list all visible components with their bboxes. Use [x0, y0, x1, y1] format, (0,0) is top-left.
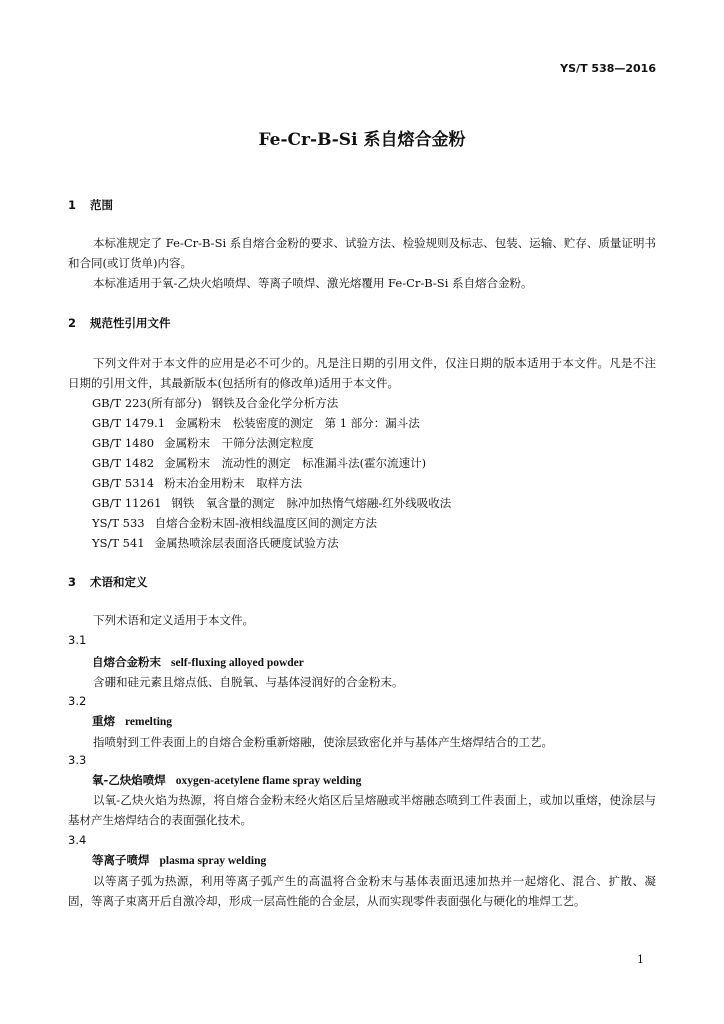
term-number: 3.3 [68, 753, 87, 767]
term-chinese: 氧-乙炔焰喷焊 [92, 773, 166, 787]
reference-title: 粉末冶金用粉末 取样方法 [164, 476, 303, 490]
reference-item [92, 415, 430, 431]
section-number: 2 [68, 316, 77, 330]
reference-code: YS/T 533 [92, 516, 145, 530]
reference-code: GB/T 5314 [92, 476, 155, 490]
reference-item [92, 535, 349, 551]
term-english: oxygen-acetylene flame spray welding [175, 775, 362, 787]
reference-code: GB/T 1482 [92, 456, 155, 470]
term-english: self-fluxing alloyed powder [171, 657, 304, 669]
terms-intro-paragraph: 下列术语和定义适用于本文件。 [93, 613, 254, 627]
section-title: 术语和定义 [90, 575, 148, 589]
reference-title: 钢铁及合金化学分析方法 [211, 396, 339, 410]
reference-item [92, 395, 348, 411]
term-number: 3.1 [68, 633, 87, 647]
reference-code: GB/T 223(所有部分) [92, 396, 202, 410]
reference-item [92, 435, 324, 451]
reference-title: 钢铁 氧含量的测定 脉冲加热惰气熔融-红外线吸收法 [171, 496, 452, 510]
document-title: Fe-Cr-B-Si 系自熔合金粉 [258, 130, 466, 150]
term-number: 3.2 [68, 694, 87, 708]
reference-item [92, 515, 387, 531]
scope-paragraph-2: 本标准适用于氧-乙炔火焰喷焊、等离子喷焊、激光熔覆用 Fe-Cr-B-Si 系自熔合金粉。 [93, 276, 533, 290]
term-definition: 指喷射到工件表面上的自熔合金粉重新熔融，使涂层致密化并与基体产生熔焊结合的工艺。 [93, 735, 553, 749]
reference-title: 自熔合金粉末固-液相线温度区间的测定方法 [154, 516, 378, 530]
section-number: 3 [68, 575, 77, 589]
section-heading-terms-and-definitions [68, 574, 148, 590]
reference-item [92, 455, 436, 471]
section-number: 1 [68, 198, 77, 212]
reference-title: 金属热喷涂层表面洛氏硬度试验方法 [154, 536, 339, 550]
term-heading [92, 852, 266, 868]
references-intro-paragraph: 下列文件对于本文件的应用是必不可少的。凡是注日期的引用文件，仅注日期的版本适用于本文件。凡是不注日期的引用文件，其最新版本(包括所有的修改单)适用于本文件。 [68, 356, 656, 390]
term-english: plasma spray welding [159, 855, 267, 867]
reference-code: YS/T 541 [92, 536, 145, 550]
reference-item [92, 495, 461, 511]
term-definition: 含硼和硅元素且熔点低、自脱氧、与基体浸润好的合金粉末。 [93, 675, 404, 689]
scope-paragraph-1: 本标准规定了 Fe-Cr-B-Si 系自熔合金粉的要求、试验方法、检验规则及标志、包装、运输、贮存、质量证明书和合同(或订货单)内容。 [68, 236, 656, 270]
standard-code: YS/T 538—2016 [560, 62, 656, 75]
reference-code: GB/T 1480 [92, 436, 155, 450]
term-number: 3.4 [68, 833, 87, 847]
term-english: remelting [125, 716, 173, 728]
term-heading [92, 772, 361, 788]
reference-code: GB/T 11261 [92, 496, 162, 510]
reference-item [92, 475, 312, 491]
reference-title: 金属粉末 松装密度的测定 第 1 部分：漏斗法 [175, 416, 420, 430]
reference-title: 金属粉末 流动性的测定 标准漏斗法(霍尔流速计) [164, 456, 427, 470]
reference-title: 金属粉末 干筛分法测定粒度 [164, 436, 314, 450]
term-definition: 以氧-乙炔火焰为热源，将自熔合金粉末经火焰区后呈熔融或半熔融态喷到工件表面上，或加以重熔，使涂层与基材产生熔焊结合的表面强化技术。 [68, 793, 656, 827]
term-chinese: 重熔 [92, 714, 115, 728]
term-chinese: 自熔合金粉末 [92, 655, 161, 669]
section-title: 规范性引用文件 [90, 316, 171, 330]
reference-code: GB/T 1479.1 [92, 416, 166, 430]
term-definition: 以等离子弧为热源，利用等离子弧产生的高温将合金粉末与基体表面迅速加热并一起熔化、混合、扩散、凝固，等离子束离开后自激冷却，形成一层高性能的合金层，从而实现零件表面强化与硬化的堆焊工艺。 [68, 874, 656, 908]
page-number: 1 [637, 953, 644, 966]
section-heading-normative-references [68, 315, 171, 331]
section-title: 范围 [90, 198, 113, 212]
term-heading [92, 654, 304, 670]
term-heading [92, 713, 172, 729]
term-chinese: 等离子喷焊 [92, 853, 150, 867]
section-heading-scope [68, 197, 113, 213]
